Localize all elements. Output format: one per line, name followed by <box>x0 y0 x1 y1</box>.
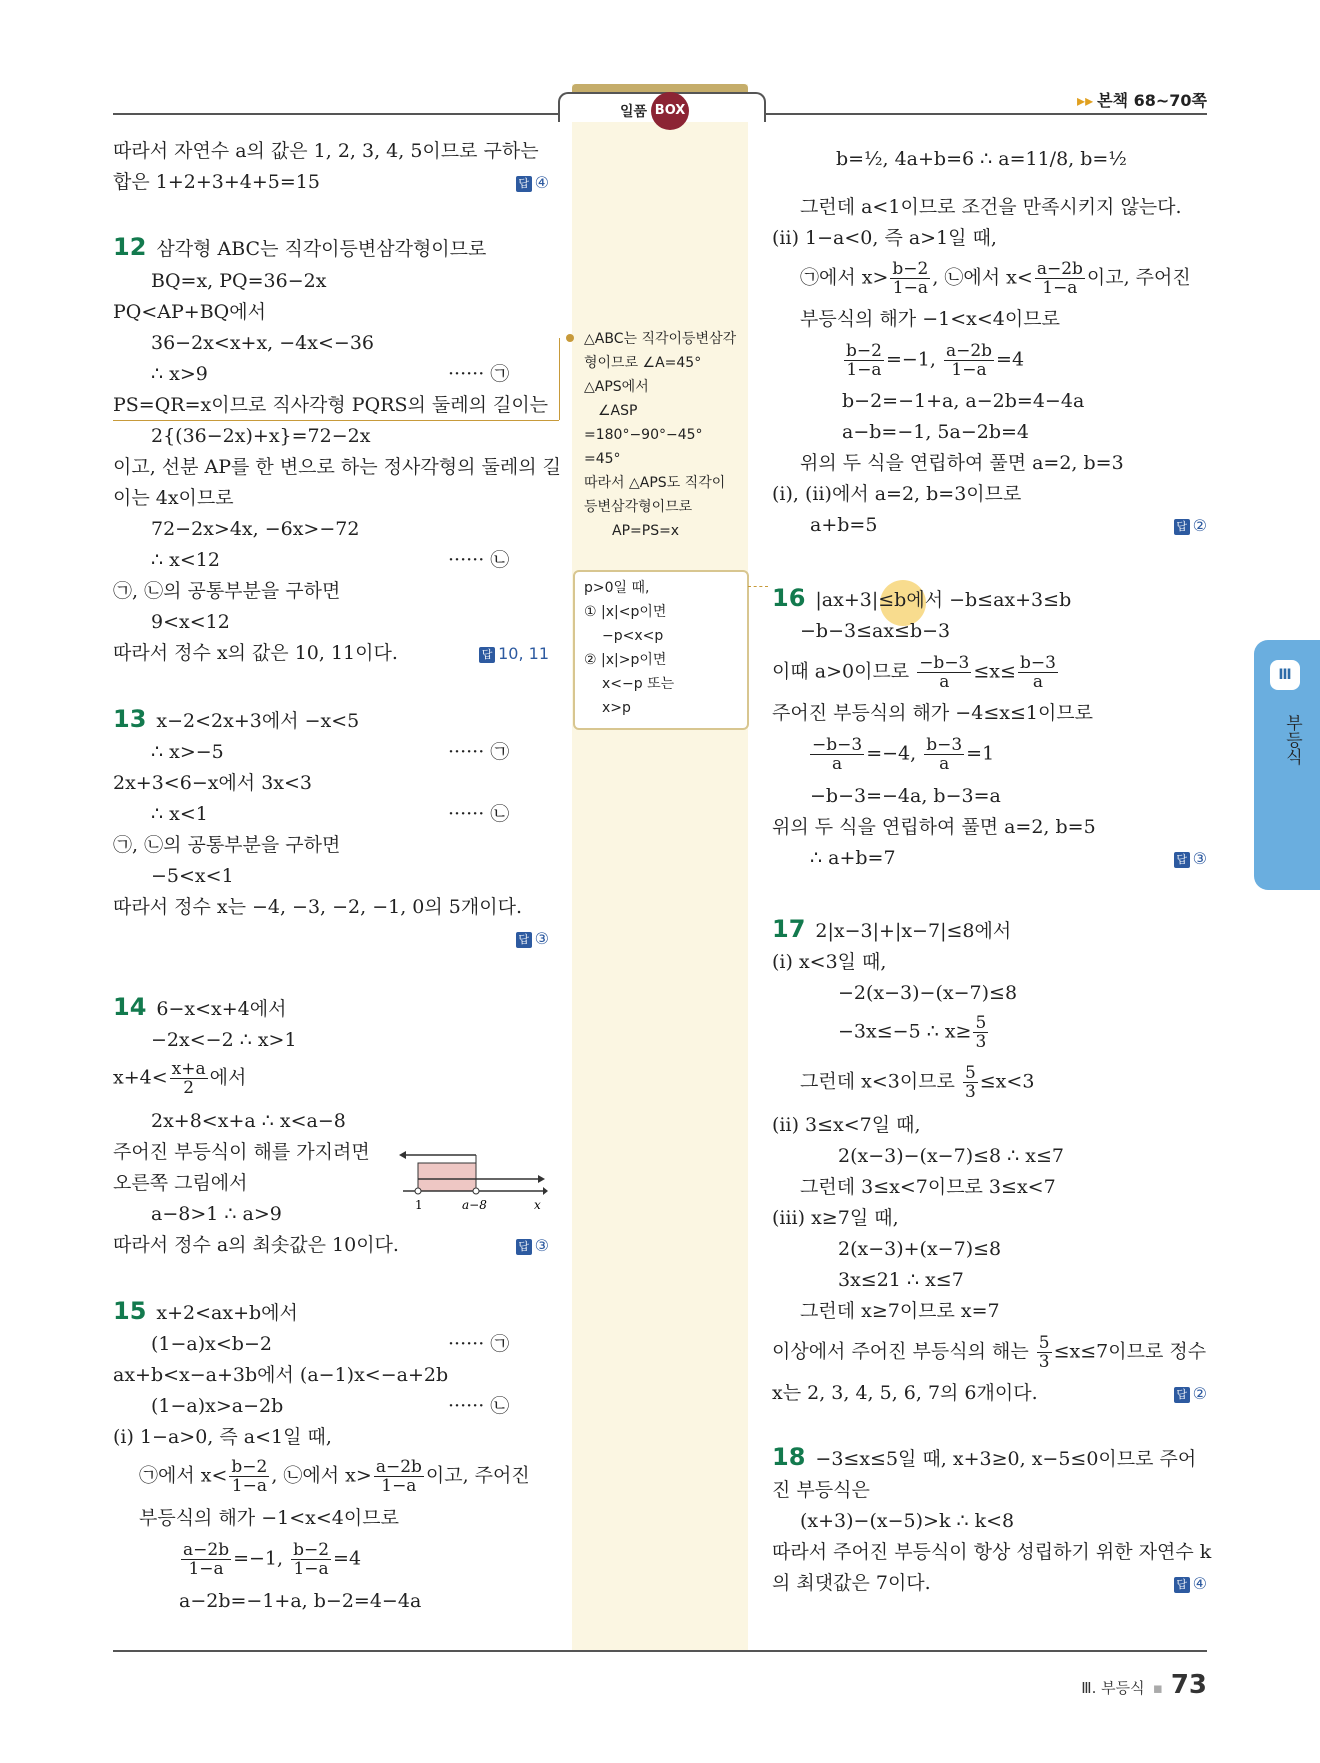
denominator: a <box>939 672 950 692</box>
text-line: 이는 4x이므로 <box>113 487 234 509</box>
text-line: 이고, 선분 AP를 한 변으로 하는 정사각형의 둘레의 길 <box>113 456 561 478</box>
answer-icon: 답 <box>1174 519 1190 535</box>
note-line: −p<x<p <box>602 628 664 644</box>
axis-arrow-icon <box>543 1187 548 1195</box>
denominator: 1−a <box>231 1476 267 1496</box>
text: x−2<2x+3에서 −x<5 <box>156 710 360 732</box>
numerator: b−2 <box>846 341 882 361</box>
text-line <box>179 1541 361 1578</box>
text-line: ∴ a+b=7 <box>810 847 896 869</box>
text: =4 <box>333 1547 362 1570</box>
text-line: ∴ x<12 <box>151 549 220 571</box>
text: 합은 1+2+3+4+5=15 <box>113 171 320 193</box>
problem-18-line <box>772 1442 1196 1476</box>
text-line: 2{(36−2x)+x}=72−2x <box>151 425 371 447</box>
text-line: (1−a)x<b−2 <box>151 1333 272 1355</box>
fraction <box>963 1064 978 1101</box>
answer-value: ③ <box>534 929 549 948</box>
problem-number: 12 <box>113 233 147 261</box>
fraction <box>944 342 994 379</box>
box-label <box>620 92 689 130</box>
text-line: 위의 두 식을 연립하여 풀면 a=2, b=3 <box>800 452 1124 474</box>
text: −3≤x≤5일 때, x+3≥0, x−5≤0이므로 주어 <box>815 1448 1197 1470</box>
text: −3x≤−5 ∴ x≥ <box>838 1020 972 1043</box>
text: ㉠에서 x> <box>800 266 889 289</box>
equation-tag: ······ ㉠ <box>448 1333 510 1355</box>
numerator: b−3 <box>926 735 963 755</box>
answer-mark <box>516 167 549 199</box>
equation-tag: ······ ㉡ <box>448 1395 510 1417</box>
bullet-dot-icon <box>566 334 574 342</box>
text: 그런데 x<3이므로 <box>800 1070 961 1093</box>
fraction <box>810 736 864 773</box>
text-line: 주어진 부등식이 해를 가지려면 <box>113 1141 370 1163</box>
problem-16-line <box>772 583 1071 617</box>
denominator: 1−a <box>188 1559 224 1579</box>
text-line: (ⅰ), (ⅱ)에서 a=2, b=3이므로 <box>772 483 1022 505</box>
text-line <box>113 1060 246 1097</box>
note-line: x>p <box>602 700 631 716</box>
side-note-column <box>572 84 748 1650</box>
text: ㉠에서 x< <box>139 1464 228 1487</box>
problem-number: 13 <box>113 705 147 733</box>
note-line: =45° <box>584 451 621 467</box>
text: |ax+3|≤b에서 −b≤ax+3≤b <box>815 589 1072 611</box>
numerator: 5 <box>964 1063 976 1083</box>
text-line: PQ<AP+BQ에서 <box>113 301 266 323</box>
text-line: b=½, 4a+b=6 ∴ a=11/8, b=½ <box>836 148 1127 170</box>
note-connector <box>113 420 559 421</box>
text-line: −2x<−2 ∴ x>1 <box>151 1029 297 1051</box>
text-line: −b−3=−4a, b−3=a <box>810 785 1001 807</box>
answer-value: 10, 11 <box>498 644 549 663</box>
numerator: −b−3 <box>812 735 863 755</box>
text-line: 진 부등식은 <box>772 1479 870 1501</box>
open-point <box>415 1188 421 1194</box>
text-line: a−2b=−1+a, b−2=4−4a <box>179 1590 422 1612</box>
arrow-right-icon <box>538 1175 545 1183</box>
answer-icon: 답 <box>479 647 495 663</box>
denominator: a <box>832 754 843 774</box>
fraction <box>170 1060 208 1097</box>
text-line: 위의 두 식을 연립하여 풀면 a=2, b=5 <box>772 816 1096 838</box>
page-number: 73 <box>1170 1670 1207 1700</box>
fraction <box>229 1458 269 1495</box>
answer-icon: 답 <box>1174 1577 1190 1593</box>
fraction <box>291 1541 331 1578</box>
text-line <box>808 736 994 773</box>
note-line: ② |x|>p이면 <box>584 652 667 668</box>
page-footer <box>1081 1670 1207 1700</box>
problem-15-line <box>113 1296 298 1330</box>
denominator: 1−a <box>846 360 882 380</box>
answer-value: ③ <box>1192 849 1207 868</box>
text-line: 2x+8<x+a ∴ x<a−8 <box>151 1110 346 1132</box>
numerator: a−2b <box>1036 259 1083 279</box>
fraction <box>1018 654 1058 691</box>
text-line <box>838 1014 990 1051</box>
answer-value: ④ <box>534 173 549 192</box>
text: x는 2, 3, 4, 5, 6, 7의 6개이다. <box>772 1382 1038 1404</box>
text-line: a+b=5 <box>810 514 878 536</box>
text: 삼각형 ABC는 직각이등변삼각형이므로 <box>156 238 487 260</box>
text: ≤x≤ <box>973 660 1016 683</box>
text-line: (ⅰ) 1−a>0, 즉 a<1일 때, <box>113 1426 332 1448</box>
denominator: 2 <box>183 1078 195 1098</box>
equation-tag: ······ ㉡ <box>448 549 510 571</box>
problem-17-line <box>772 914 1011 948</box>
text-line: 따라서 정수 x는 −4, −3, −2, −1, 0의 5개이다. <box>113 896 522 918</box>
denominator: 1−a <box>381 1476 417 1496</box>
text-line: 3x≤21 ∴ x≤7 <box>838 1269 964 1291</box>
absolute-value-tip <box>584 576 674 720</box>
chapter-side-tab[interactable] <box>1254 640 1320 890</box>
note-line: AP=PS=x <box>612 523 680 539</box>
text-line <box>113 638 549 670</box>
note-line: 따라서 △APS도 직각이 <box>584 475 726 491</box>
answer-mark <box>1174 510 1207 542</box>
text-line <box>772 1568 1207 1600</box>
numerator: 5 <box>1038 1333 1050 1353</box>
fraction <box>973 1014 988 1051</box>
problem-number: 15 <box>113 1297 147 1325</box>
problem-number: 18 <box>772 1443 806 1471</box>
text-line <box>772 1334 1206 1371</box>
fraction <box>374 1458 424 1495</box>
answer-mark <box>516 923 549 955</box>
side-note-column-cap <box>572 84 748 92</box>
text-line: (ⅲ) x≥7일 때, <box>772 1207 899 1229</box>
text: , ㉡에서 x< <box>932 266 1033 289</box>
numerator: a−2b <box>183 1540 230 1560</box>
text-line <box>113 1230 549 1262</box>
text-line: 9<x<12 <box>151 611 230 633</box>
footer-rule <box>113 1650 1207 1652</box>
fraction <box>890 260 930 297</box>
problem-number: 17 <box>772 915 806 943</box>
open-point <box>473 1188 479 1194</box>
text-line: 부등식의 해가 −1<x<4이므로 <box>800 308 1060 330</box>
note-line: =180°−90°−45° <box>584 427 703 443</box>
numerator: a−2b <box>945 341 993 361</box>
text-line: (x+3)−(x−5)>k ∴ k<8 <box>800 1510 1015 1532</box>
text-line: b−2=−1+a, a−2b=4−4a <box>842 390 1085 412</box>
answer-mark <box>479 638 549 670</box>
text-line: 그런데 a<1이므로 조건을 만족시키지 않는다. <box>800 196 1182 218</box>
text-line: −2(x−3)−(x−7)≤8 <box>838 982 1018 1004</box>
numerator: −b−3 <box>919 653 970 673</box>
note-line: 등변삼각형이므로 <box>584 499 693 515</box>
text-line <box>772 654 1060 691</box>
text: 2|x−3|+|x−7|≤8에서 <box>815 920 1012 942</box>
text-line: ∴ x<1 <box>151 803 208 825</box>
problem-number: 14 <box>113 993 147 1021</box>
answer-mark <box>1174 843 1207 875</box>
numerator: x+a <box>171 1059 206 1079</box>
problem-12-line <box>113 232 486 266</box>
text-line: (ⅰ) x<3일 때, <box>772 951 887 973</box>
separator-dot-icon: ▪ <box>1152 1679 1163 1697</box>
text: =−1, <box>233 1547 290 1570</box>
equation-tag: ······ ㉡ <box>448 803 510 825</box>
text: ≤x≤7이므로 정수 <box>1053 1340 1207 1363</box>
solution-region <box>418 1163 476 1191</box>
note-connector <box>559 338 560 420</box>
text-line: ∴ x>9 <box>151 363 208 385</box>
fraction <box>924 736 964 773</box>
text-line: ㉠, ㉡의 공통부분을 구하면 <box>113 580 341 602</box>
side-note-12 <box>584 327 736 543</box>
text: 6−x<x+4에서 <box>156 998 287 1020</box>
denominator: 3 <box>964 1082 976 1102</box>
text: x+2<ax+b에서 <box>156 1302 298 1324</box>
text-line: 주어진 부등식의 해가 −4≤x≤1이므로 <box>772 702 1094 724</box>
text: 이고, 주어진 <box>425 1464 530 1487</box>
text-line <box>772 1378 1207 1410</box>
text-line: 72−2x>4x, −6x>−72 <box>151 518 360 540</box>
double-arrow-icon: ▸▸ <box>1077 91 1094 110</box>
fraction <box>844 342 884 379</box>
text-line: a−8>1 ∴ a>9 <box>151 1203 282 1225</box>
tick-label-1: 1 <box>415 1198 423 1212</box>
section-name: Ⅲ. 부등식 <box>1081 1679 1145 1697</box>
answer-icon: 답 <box>516 932 532 948</box>
text-line: 그런데 3≤x<7이므로 3≤x<7 <box>800 1176 1056 1198</box>
denominator: 1−a <box>892 278 928 298</box>
text-line: ㉠, ㉡의 공통부분을 구하면 <box>113 834 341 856</box>
denominator: 3 <box>1038 1352 1050 1372</box>
reference-text: 본책 68~70쪽 <box>1097 91 1207 110</box>
text: =1 <box>966 742 995 765</box>
answer-value: ② <box>1192 1384 1207 1403</box>
text-line: (1−a)x>a−2b <box>151 1395 284 1417</box>
text: =−4, <box>866 742 923 765</box>
axis-label-x: x <box>534 1198 541 1212</box>
text-line: (ⅱ) 3≤x<7일 때, <box>772 1114 921 1136</box>
textbook-reference <box>1077 88 1207 111</box>
equation-tag: ······ ㉠ <box>448 363 510 385</box>
text-line: 부등식의 해가 −1<x<4이므로 <box>139 1507 399 1529</box>
text: 의 최댓값은 7이다. <box>772 1572 931 1594</box>
denominator: 3 <box>975 1032 987 1052</box>
text-line: PS=QR=x이므로 직사각형 PQRS의 둘레의 길이는 <box>113 394 549 416</box>
text-line <box>842 342 1024 379</box>
left-column <box>113 136 561 1636</box>
fraction <box>1037 1334 1052 1371</box>
answer-value: ③ <box>534 1236 549 1255</box>
text-line: ax+b<x−a+3b에서 (a−1)x<−a+2b <box>113 1364 449 1386</box>
text-line: 2x+3<6−x에서 3x<3 <box>113 772 313 794</box>
text: =−1, <box>885 348 942 371</box>
text-line: 그런데 x≥7이므로 x=7 <box>800 1300 1000 1322</box>
text-line <box>800 1064 1034 1101</box>
text: =4 <box>996 348 1025 371</box>
text-line: (ⅱ) 1−a<0, 즉 a>1일 때, <box>772 227 997 249</box>
denominator: 1−a <box>293 1559 329 1579</box>
fraction <box>181 1541 231 1578</box>
text-line: 2(x−3)−(x−7)≤8 ∴ x≤7 <box>838 1145 1065 1167</box>
numerator: a−2b <box>375 1457 422 1477</box>
number-line-figure <box>398 1146 548 1216</box>
answer-icon: 답 <box>516 176 532 192</box>
denominator: a <box>939 754 950 774</box>
arrow-left-icon <box>399 1151 406 1159</box>
text-line: 오른쪽 그림에서 <box>113 1172 248 1194</box>
text-line: ∴ x>−5 <box>151 741 224 763</box>
text-line: −b−3≤ax≤b−3 <box>800 620 951 642</box>
answer-mark <box>1174 1378 1207 1410</box>
text: , ㉡에서 x> <box>271 1464 372 1487</box>
note-line: 형이므로 ∠A=45° <box>584 355 702 371</box>
chapter-number-badge: Ⅲ <box>1270 660 1300 690</box>
denominator: a <box>1032 672 1043 692</box>
problem-14-line <box>113 992 286 1026</box>
fraction <box>917 654 971 691</box>
text-line: −5<x<1 <box>151 865 234 887</box>
denominator: 1−a <box>951 360 987 380</box>
note-line: △ABC는 직각이등변삼각 <box>584 331 737 347</box>
text-line: 따라서 자연수 a의 값은 1, 2, 3, 4, 5이므로 구하는 <box>113 140 539 162</box>
text: 에서 <box>209 1066 247 1089</box>
answer-icon: 답 <box>1174 852 1190 868</box>
numerator: b−2 <box>892 259 929 279</box>
text-line: BQ=x, PQ=36−2x <box>151 270 327 292</box>
note-line: x<−p 또는 <box>602 676 675 692</box>
text-line <box>139 1458 530 1495</box>
note-line: ① |x|<p이면 <box>584 604 667 620</box>
text: 이상에서 주어진 부등식의 해는 <box>772 1340 1035 1363</box>
answer-value: ④ <box>1192 1574 1207 1593</box>
box-label-text: 일품 <box>620 104 648 120</box>
text: x+4< <box>113 1066 168 1089</box>
answer-icon: 답 <box>516 1239 532 1255</box>
numerator: 5 <box>975 1013 987 1033</box>
problem-number: 16 <box>772 584 806 612</box>
answer-value: ② <box>1192 516 1207 535</box>
answer-mark <box>516 1230 549 1262</box>
tick-label-a: a−8 <box>462 1198 487 1212</box>
text: 따라서 정수 x의 값은 10, 11이다. <box>113 642 398 664</box>
denominator: 1−a <box>1042 278 1078 298</box>
problem-13-line <box>113 704 359 738</box>
note-line: △APS에서 <box>584 379 649 395</box>
equation-tag: ······ ㉠ <box>448 741 510 763</box>
text-line: 따라서 주어진 부등식이 항상 성립하기 위한 자연수 k <box>772 1541 1212 1563</box>
chapter-title: 부등식 <box>1282 714 1302 765</box>
text-line: a−b=−1, 5a−2b=4 <box>842 421 1030 443</box>
note-line: ∠ASP <box>598 403 638 419</box>
text: 이때 a>0이므로 <box>772 660 916 683</box>
text-line: 36−2x<x+x, −4x<−36 <box>151 332 374 354</box>
numerator: b−2 <box>231 1457 268 1477</box>
numerator: b−3 <box>1019 653 1056 673</box>
text-line <box>800 260 1191 297</box>
text: 이고, 주어진 <box>1086 266 1191 289</box>
answer-icon: 답 <box>1174 1387 1190 1403</box>
text-line <box>113 167 549 199</box>
text: ≤x<3 <box>979 1070 1035 1093</box>
text: 따라서 정수 a의 최솟값은 10이다. <box>113 1234 399 1256</box>
answer-mark <box>1174 1568 1207 1600</box>
text-line: 2(x−3)+(x−7)≤8 <box>838 1238 1002 1260</box>
right-column <box>772 136 1212 1636</box>
note-line: p>0일 때, <box>584 580 650 596</box>
box-badge: BOX <box>651 92 689 130</box>
fraction <box>1035 260 1085 297</box>
tip-connector <box>748 586 768 587</box>
numerator: b−2 <box>293 1540 330 1560</box>
